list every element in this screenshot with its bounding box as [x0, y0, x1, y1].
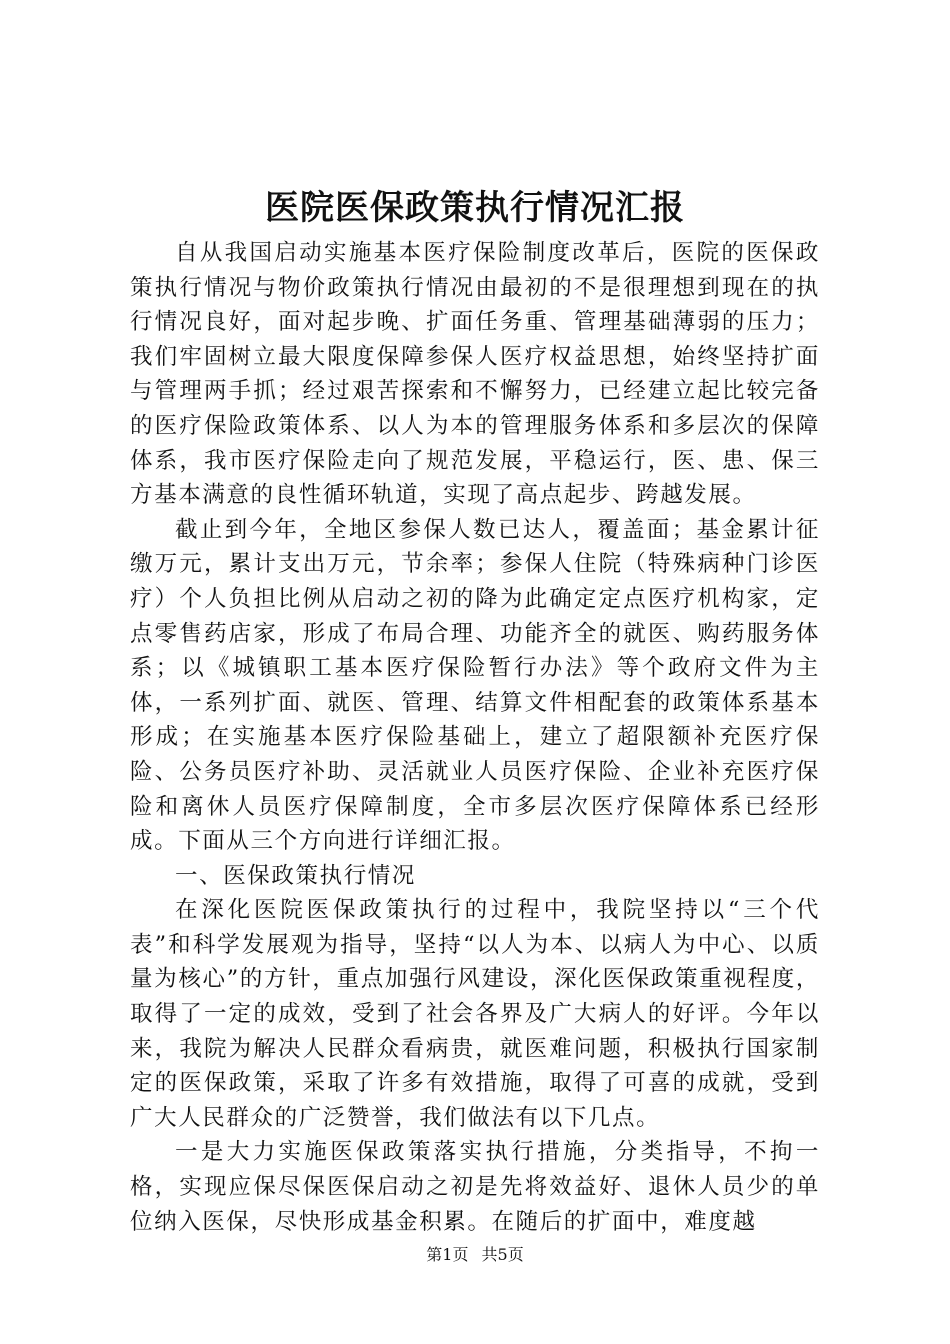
page-number: 第1页	[426, 1245, 469, 1264]
paragraph-section-2: 一是大力实施医保政策落实执行措施，分类指导，不拘一格，实现应保尽保医保启动之初是先将效益好、退休人员少的单位纳入医保，尽快形成基金积累。在随后的扩面中，难度越	[130, 1139, 820, 1235]
document-title: 医院医保政策执行情况汇报	[265, 188, 685, 228]
paragraph-intro: 自从我国启动实施基本医疗保险制度改革后，医院的医保政策执行情况与物价政策执行情况由最初的不是很理想到现在的执行情况良好，面对起步晚、扩面任务重、管理基础薄弱的压力；我们牢固树立最大限度保障参保人医疗权益思想，始终坚持扩面与管理两手抓；经过艰苦探索和不懈努力，已经建立起比较完备的医疗保险政策体系、以人为本的管理服务体系和多层次的保障体系，我市医疗保险走向了规范发展，平稳运行，医、患、保三方基本满意的良性循环轨道，实现了高点起步、跨越发展。	[130, 240, 820, 509]
page-total: 共5页	[481, 1245, 524, 1264]
page-footer	[0, 1244, 950, 1266]
paragraph-section-1: 在深化医院医保政策执行的过程中，我院坚持以“三个代表”和科学发展观为指导，坚持“以人为本、以病人为中心、以质量为核心”的方针，重点加强行风建设，深化医保政策重视程度，取得了一定的成效，受到了社会各界及广大病人的好评。今年以来，我院为解决人民群众看病贵，就医难问题，积极执行国家制定的医保政策，采取了许多有效措施，取得了可喜的成就，受到广大人民群众的广泛赞誉，我们做法有以下几点。	[130, 897, 820, 1131]
section-heading: 一、医保政策执行情况	[175, 862, 417, 889]
document-body	[130, 236, 820, 1239]
paragraph-statistics: 截止到今年，全地区参保人数已达人，覆盖面；基金累计征缴万元，累计支出万元，节余率；参保人住院（特殊病种门诊医疗）个人负担比例从启动之初的降为此确定定点医疗机构家，定点零售药店家，形成了布局合理、功能齐全的就医、购药服务体系；以《城镇职工基本医疗保险暂行办法》等个政府文件为主体，一系列扩面、就医、管理、结算文件相配套的政策体系基本形成；在实施基本医疗保险基础上，建立了超限额补充医疗保险、公务员医疗补助、灵活就业人员医疗保险、企业补充医疗保险和离休人员医疗保障制度，全市多层次医疗保障体系已经形成。下面从三个方向进行详细汇报。	[130, 516, 820, 855]
